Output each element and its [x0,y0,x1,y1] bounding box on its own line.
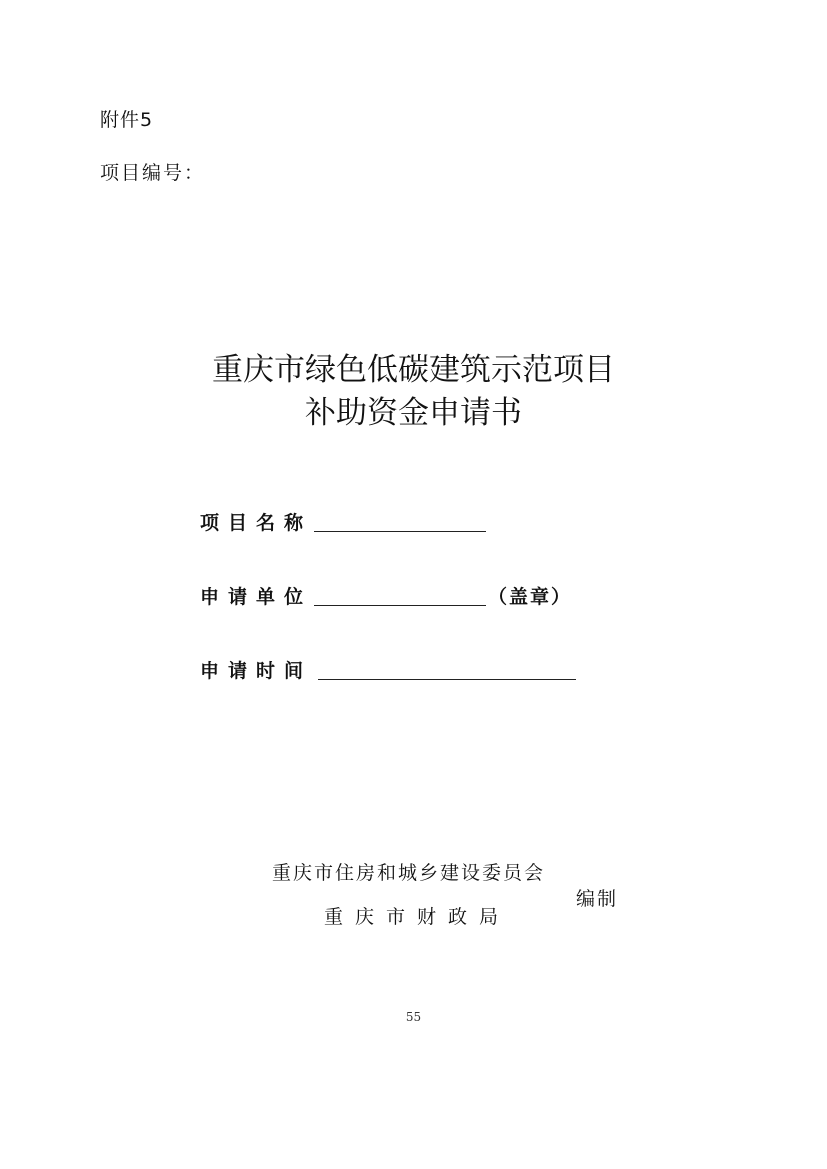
application-date-label: 申请时间 [200,660,313,682]
project-name-field[interactable] [314,531,486,532]
project-number-label: 项目编号： [100,162,206,184]
attachment-label: 附件5 [100,109,154,131]
document-title-line2: 补助资金申请书 [305,395,522,431]
issuer-finance-bureau: 重庆市财政局 [324,906,511,928]
seal-note: （盖章） [488,586,573,608]
application-date-field[interactable] [318,679,576,680]
project-name-label: 项目名称 [200,512,313,534]
applicant-field[interactable] [314,605,486,606]
issuer-housing-commission: 重庆市住房和城乡建设委员会 [272,862,546,884]
applicant-label: 申请单位 [200,586,313,608]
page-number: 55 [405,1010,422,1024]
document-title-line1: 重庆市绿色低碳建筑示范项目 [212,352,615,388]
compiled-by-label: 编制 [576,888,619,910]
